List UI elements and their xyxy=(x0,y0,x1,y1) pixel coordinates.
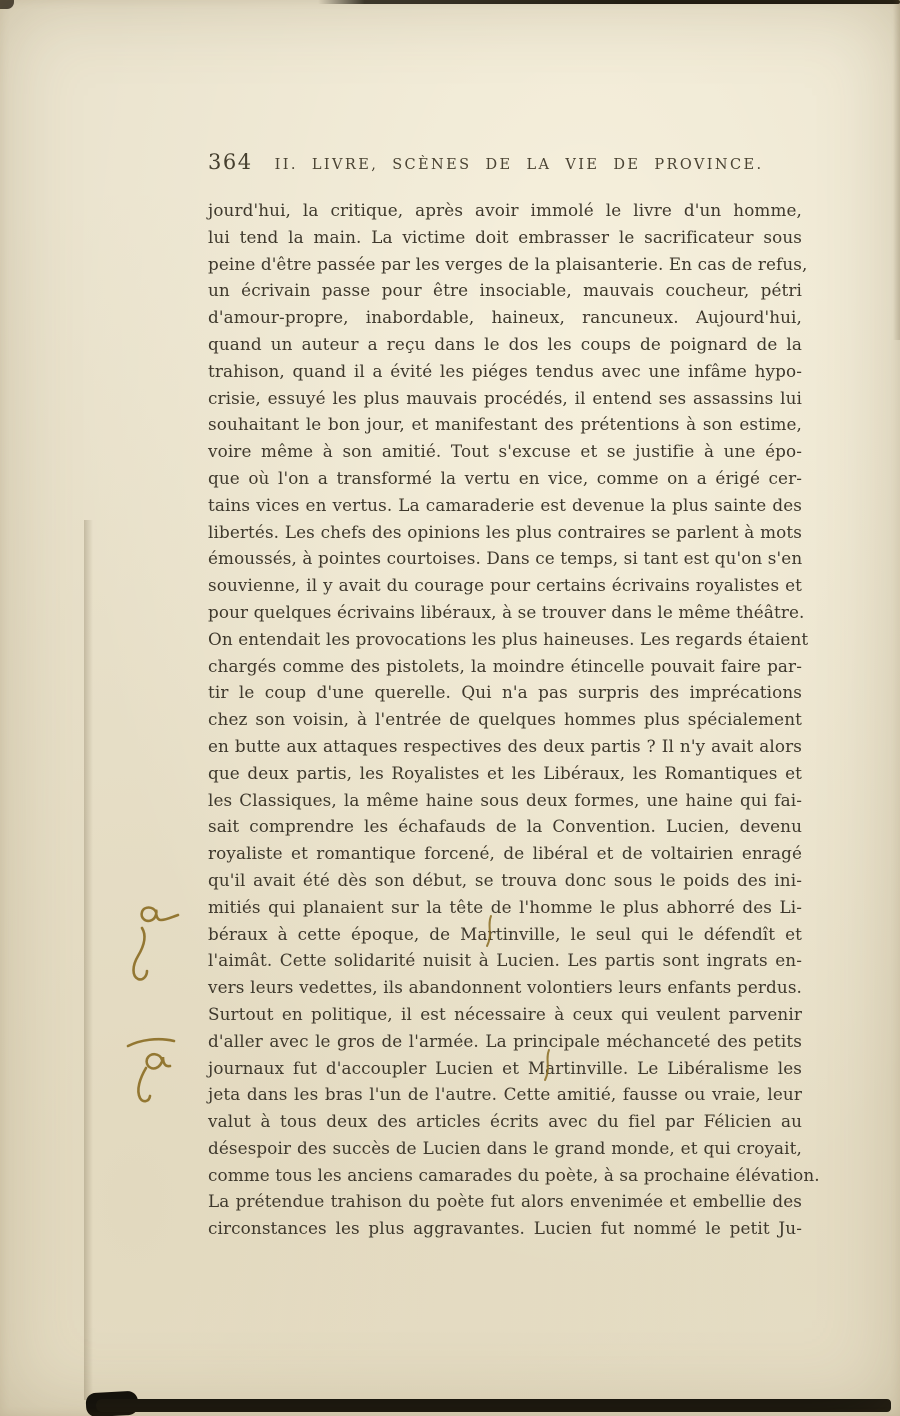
text-line: On entendait les provocations les plus haineuses. Les regards étaient xyxy=(208,628,809,649)
text-line: pour quelques écrivains libéraux, à se trouver dans le même théâtre. xyxy=(208,601,805,622)
text-line: comme tous les anciens camarades du poète, à sa prochaine élévation. xyxy=(208,1164,820,1185)
text-line: en butte aux attaques respectives des deux partis ? Il n'y avait alors xyxy=(208,735,802,756)
text-line: crisie, essuyé les plus mauvais procédés, il entend ses assassins lui xyxy=(208,387,802,408)
text-line: désespoir des succès de Lucien dans le grand monde, et qui croyait, xyxy=(208,1137,802,1158)
running-header xyxy=(208,150,802,174)
text-line: que où l'on a transformé la vertu en vice, comme on a érigé cer- xyxy=(208,467,802,488)
scan-artifact-right-edge xyxy=(893,0,900,340)
text-line: d'aller avec le gros de l'armée. La principale méchanceté des petits xyxy=(208,1030,802,1051)
text-line: valut à tous deux des articles écrits avec du fiel par Félicien au xyxy=(208,1111,802,1132)
text-line: souvienne, il y avait du courage pour certains écrivains royalistes et xyxy=(208,575,802,596)
text-line: circonstances les plus aggravantes. Lucien fut nommé le petit Ju- xyxy=(208,1218,802,1239)
text-line: vers leurs vedettes, ils abandonnent volontiers leurs enfants perdus. xyxy=(208,977,802,998)
handwritten-a-mark-icon xyxy=(124,1034,179,1109)
text-line: qu'il avait été dès son début, se trouva donc sous le poids des ini- xyxy=(208,869,802,890)
running-header-title: II. LIVRE, SCÈNES DE LA VIE DE PROVINCE. xyxy=(274,157,764,173)
text-line: journaux fut d'accoupler Lucien et Martinville. Le Libéralisme les xyxy=(208,1057,802,1078)
text-line: sait comprendre les échafauds de la Convention. Lucien, devenu xyxy=(208,816,802,837)
text-line: lui tend la main. La victime doit embrasser le sacrificateur sous xyxy=(208,226,802,247)
text-line: que deux partis, les Royalistes et les Libéraux, les Romantiques et xyxy=(208,762,802,783)
text-line: royaliste et romantique forcené, de libéral et de voltairien enragé xyxy=(208,843,802,864)
text-line: voire même à son amitié. Tout s'excuse et se justifie à une épo- xyxy=(208,441,802,462)
text-line: émoussés, à pointes courtoises. Dans ce temps, si tant est qu'on s'en xyxy=(208,548,803,569)
text-line: tir le coup d'une querelle. Qui n'a pas surpris des imprécations xyxy=(208,682,802,703)
text-line: peine d'être passée par les verges de la plaisanterie. En cas de refus, xyxy=(208,253,808,274)
text-line: Surtout en politique, il est nécessaire à ceux qui veulent parvenir xyxy=(208,1003,802,1024)
text-line: chargés comme des pistolets, la moindre étincelle pouvait faire par- xyxy=(208,655,802,676)
scan-artifact-bottom-edge xyxy=(96,1399,891,1412)
text-line: un écrivain passe pour être insociable, mauvais coucheur, pétri xyxy=(208,280,802,301)
scan-artifact-top-left xyxy=(0,0,14,9)
page-number: 364 xyxy=(208,150,253,174)
text-line: quand un auteur a reçu dans le dos les coups de poignard de la xyxy=(208,333,802,354)
text-block xyxy=(208,197,820,1242)
text-line: l'aimât. Cette solidarité nuisit à Lucien. Les partis sont ingrats en- xyxy=(208,950,802,971)
handwritten-a-mark-icon xyxy=(120,896,180,986)
text-line: jourd'hui, la critique, après avoir immolé le livre d'un homme, xyxy=(208,200,802,220)
text-line: La prétendue trahison du poète fut alors envenimée et embellie des xyxy=(208,1191,802,1212)
text-line: chez son voisin, à l'entrée de quelques hommes plus spécialement xyxy=(208,709,802,730)
text-line: jeta dans les bras l'un de l'autre. Cette amitié, fausse ou vraie, leur xyxy=(208,1084,802,1105)
text-line: trahison, quand il a évité les piéges tendus avec une infâme hypo- xyxy=(208,360,802,381)
text-line: libertés. Les chefs des opinions les plus contraires se parlent à mots xyxy=(208,521,802,542)
text-line: d'amour-propre, inabordable, haineux, rancuneux. Aujourd'hui, xyxy=(208,307,802,328)
scan-artifact-top-edge xyxy=(318,0,900,4)
scan-artifact-left-edge xyxy=(84,520,93,1400)
text-line: les Classiques, la même haine sous deux formes, une haine qui fai- xyxy=(208,789,802,810)
text-line: tains vices en vertus. La camaraderie est devenue la plus sainte des xyxy=(208,494,802,515)
text-line: souhaitant le bon jour, et manifestant des prétentions à son estime, xyxy=(208,414,802,435)
text-line: mitiés qui planaient sur la tête de l'homme le plus abhorré des Li- xyxy=(208,896,802,917)
text-line: béraux à cette époque, de Martinville, le seul qui le défendît et xyxy=(208,923,802,944)
